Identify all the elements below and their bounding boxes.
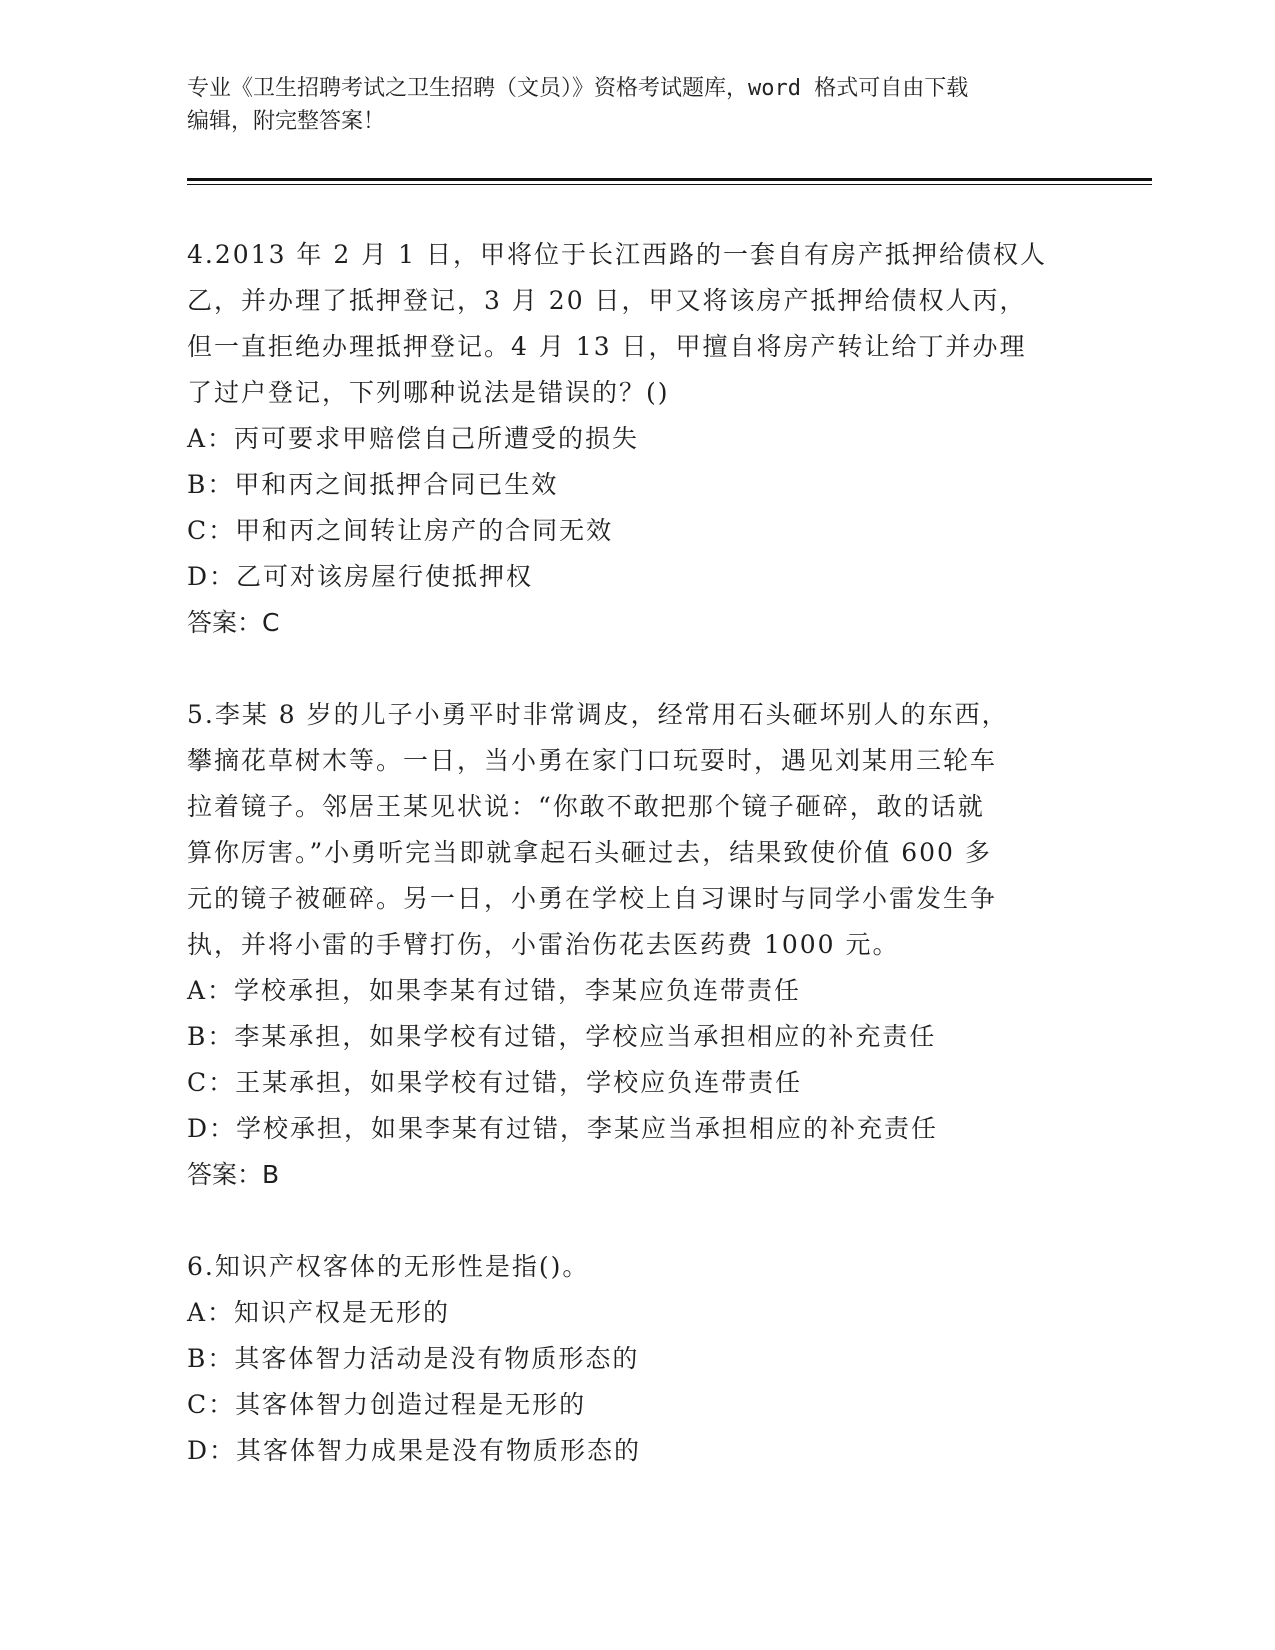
option-b: B：甲和丙之间抵押合同已生效 [187, 470, 559, 499]
option-b: B：李某承担，如果学校有过错，学校应当承担相应的补充责任 [187, 1022, 937, 1051]
option-d: D：乙可对该房屋行使抵押权 [187, 562, 534, 591]
question-text-line: 4.2013 年 2 月 1 日，甲将位于长江西路的一套自有房产抵押给债权人 [187, 240, 1048, 269]
question-item [187, 692, 1087, 1198]
question-text-line: 了过户登记，下列哪种说法是错误的？() [187, 378, 670, 407]
answer-line: 答案：B [187, 1160, 280, 1189]
option-b: B：其客体智力活动是没有物质形态的 [187, 1344, 640, 1373]
header-line: 编辑，附完整答案！ [187, 109, 386, 134]
question-text-line: 6.知识产权客体的无形性是指()。 [187, 1252, 590, 1281]
question-text-line: 算你厉害。”小勇听完当即就拿起石头砸过去，结果致使价值 600 多 [187, 838, 992, 867]
question-list [187, 232, 1087, 1520]
question-text-line: 乙，并办理了抵押登记，3 月 20 日，甲又将该房产抵押给债权人丙， [187, 286, 1027, 315]
option-a: A：学校承担，如果李某有过错，李某应负连带责任 [187, 976, 802, 1005]
question-text-line: 攀摘花草树木等。一日，当小勇在家门口玩耍时，遇见刘某用三轮车 [187, 746, 998, 775]
question-text-line: 5.李某 8 岁的儿子小勇平时非常调皮，经常用石头砸坏别人的东西， [187, 700, 1009, 729]
option-d: D：其客体智力成果是没有物质形态的 [187, 1436, 642, 1465]
question-text-line: 拉着镜子。邻居王某见状说：“你敢不敢把那个镜子砸碎，敢的话就 [187, 792, 985, 821]
answer-line: 答案：C [187, 608, 280, 637]
option-c: C：王某承担，如果学校有过错，学校应负连带责任 [187, 1068, 803, 1097]
question-text-line: 但一直拒绝办理抵押登记。4 月 13 日，甲擅自将房产转让给丁并办理 [187, 332, 1027, 361]
question-item [187, 232, 1087, 646]
option-a: A：知识产权是无形的 [187, 1298, 451, 1327]
question-text-line: 执，并将小雷的手臂打伤，小雷治伤花去医药费 1000 元。 [187, 930, 900, 959]
option-c: C：甲和丙之间转让房产的合同无效 [187, 516, 614, 545]
header-divider-thin [187, 184, 1152, 185]
question-text-line: 元的镜子被砸碎。另一日，小勇在学校上自习课时与同学小雷发生争 [187, 884, 998, 913]
option-d: D：学校承担，如果李某有过错，李某应当承担相应的补充责任 [187, 1114, 939, 1143]
document-header [187, 72, 1087, 138]
question-item [187, 1244, 1087, 1474]
option-a: A：丙可要求甲赔偿自己所遭受的损失 [187, 424, 640, 453]
option-c: C：其客体智力创造过程是无形的 [187, 1390, 587, 1419]
header-divider-thick [187, 178, 1152, 181]
header-line: 专业《卫生招聘考试之卫生招聘（文员）》资格考试题库，word 格式可自由下载 [187, 76, 969, 101]
